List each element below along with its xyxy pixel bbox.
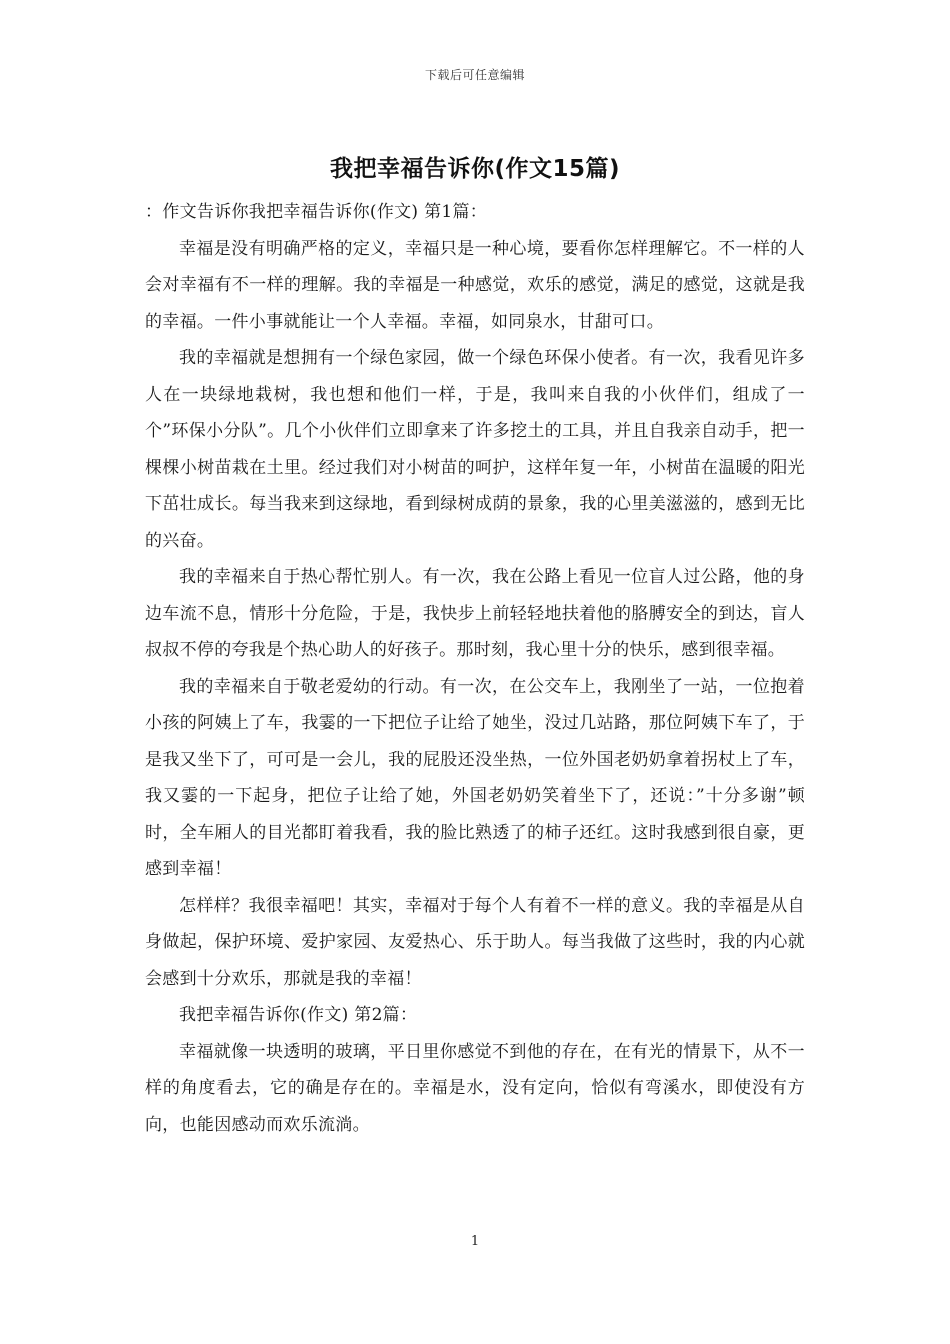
paragraph: 幸福是没有明确严格的定义，幸福只是一种心境，要看你怎样理解它。不一样的人会对幸福有不一样的理解。我的幸福是一种感觉，欢乐的感觉，满足的感觉，这就是我的幸福。一件小事就能让一个人幸福。幸福，如同泉水，甘甜可口。 xyxy=(145,238,805,332)
document-title: 我把幸福告诉你(作文15篇) xyxy=(329,156,621,182)
section-heading-1: ：作文告诉你我把幸福告诉你(作文) 第1篇： xyxy=(145,202,488,222)
paragraph: 幸福就像一块透明的玻璃，平日里你感觉不到他的存在，在有光的情景下，从不一样的角度看去，它的确是存在的。幸福是水，没有定向，恰似有弯溪水，即使没有方向，也能因感动而欢乐流淌。 xyxy=(145,1041,805,1135)
paragraph: 我的幸福来自于敬老爱幼的行动。有一次，在公交车上，我刚坐了一站，一位抱着小孩的阿姨上了车，我霎的一下把位子让给了她坐，没过几站路，那位阿姨下车了，于是我又坐下了，可可是一会儿，我的屁股还没坐热，一位外国老奶奶拿着拐杖上了车，我又霎的一下起身，把位子让给了她，外国老奶奶笑着坐下了，还说：”十分多谢”顿时，全车厢人的目光都盯着我看，我的脸比熟透了的柿子还红。这时我感到很自豪，更感到幸福！ xyxy=(145,676,805,879)
section-heading-2: 我把幸福告诉你(作文) 第2篇： xyxy=(179,1005,418,1025)
page-number: 1 xyxy=(470,1234,480,1249)
paragraph: 怎样样？我很幸福吧！其实，幸福对于每个人有着不一样的意义。我的幸福是从自身做起，保护环境、爱护家园、友爱热心、乐于助人。每当我做了这些时，我的内心就会感到十分欢乐，那就是我的幸福！ xyxy=(145,895,805,989)
paragraph: 我的幸福来自于热心帮忙别人。有一次，我在公路上看见一位盲人过公路，他的身边车流不息，情形十分危险，于是，我快步上前轻轻地扶着他的胳膊安全的到达，盲人叔叔不停的夸我是个热心助人的好孩子。那时刻，我心里十分的快乐，感到很幸福。 xyxy=(145,567,805,660)
page-header: 下载后可任意编辑 xyxy=(424,68,525,82)
paragraph: 我的幸福就是想拥有一个绿色家园，做一个绿色环保小使者。有一次，我看见许多人在一块绿地栽树，我也想和他们一样，于是，我叫来自我的小伙伴们，组成了一个”环保小分队”。几个小伙伴们立即拿来了许多挖土的工具，并且自我亲自动手，把一棵棵小树苗栽在土里。经过我们对小树苗的呵护，这样年复一年，小树苗在温暖的阳光下茁壮成长。每当我来到这绿地，看到绿树成荫的景象，我的心里美滋滋的，感到无比的兴奋。 xyxy=(145,348,805,551)
document-body xyxy=(145,194,805,1143)
